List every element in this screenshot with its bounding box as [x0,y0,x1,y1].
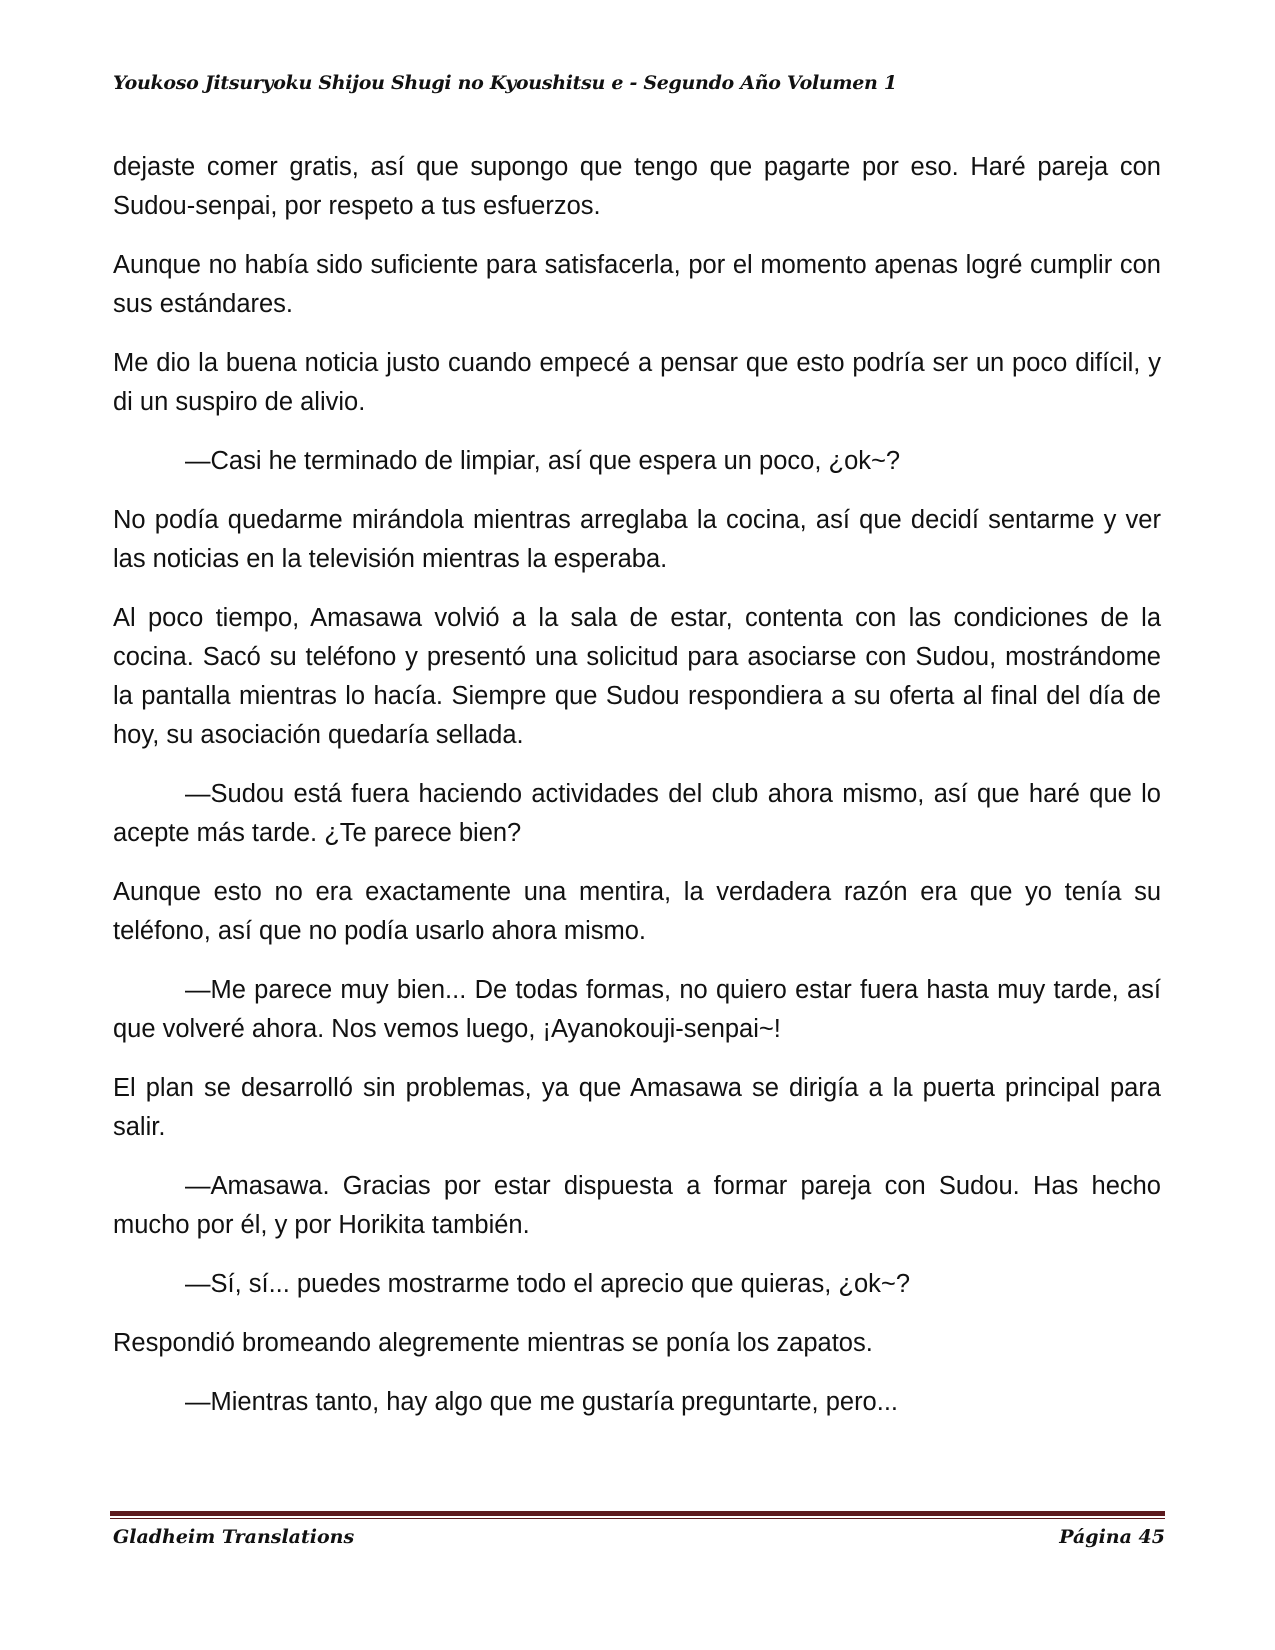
paragraph: El plan se desarrolló sin problemas, ya que Amasawa se dirigía a la puerta principal para salir. [113,1074,1161,1141]
page-header-title: Youkoso Jitsuryoku Shijou Shugi no Kyoushitsu e - Segundo Año Volumen 1 [113,72,897,94]
dialogue-paragraph: —Me parece muy bien... De todas formas, no quiero estar fuera hasta muy tarde, así que volveré ahora. Nos vemos luego, ¡Ayanokouji-senpai~! [113,976,1161,1043]
footer-translator-credit: Gladheim Translations [113,1526,355,1548]
dialogue-paragraph: —Casi he terminado de limpiar, así que espera un poco, ¿ok~? [185,447,901,475]
paragraph: Respondió bromeando alegremente mientras se ponía los zapatos. [113,1329,873,1357]
paragraph: Me dio la buena noticia justo cuando empecé a pensar que esto podría ser un poco difícil, y di un suspiro de alivio. [113,349,1161,416]
footer-divider-thick [110,1511,1165,1516]
body-text [113,148,1161,1442]
footer-divider [110,1511,1165,1519]
dialogue-paragraph: —Sí, sí... puedes mostrarme todo el aprecio que quieras, ¿ok~? [185,1270,910,1298]
paragraph: Al poco tiempo, Amasawa volvió a la sala de estar, contenta con las condiciones de la cocina. Sacó su teléfono y presentó una solicitud para asociarse con Sudou, mostrándome la pantalla mientras lo hacía. Siempre que Sudou respondiera a su oferta al final del día de hoy, su asociación quedaría sellada. [113,604,1161,749]
paragraph: Aunque no había sido suficiente para satisfacerla, por el momento apenas logré cumplir con sus estándares. [113,251,1161,318]
dialogue-paragraph: —Amasawa. Gracias por estar dispuesta a formar pareja con Sudou. Has hecho mucho por él, y por Horikita también. [113,1172,1161,1239]
dialogue-paragraph: —Mientras tanto, hay algo que me gustaría preguntarte, pero... [185,1388,898,1416]
footer-divider-thin [110,1518,1165,1519]
paragraph: dejaste comer gratis, así que supongo que tengo que pagarte por eso. Haré pareja con Sudou-senpai, por respeto a tus esfuerzos. [113,153,1161,220]
dialogue-paragraph: —Sudou está fuera haciendo actividades del club ahora mismo, así que haré que lo acepte más tarde. ¿Te parece bien? [113,780,1161,847]
paragraph: Aunque esto no era exactamente una mentira, la verdadera razón era que yo tenía su teléfono, así que no podía usarlo ahora mismo. [113,878,1161,945]
footer-page-number: Página 45 [1059,1526,1165,1548]
paragraph: No podía quedarme mirándola mientras arreglaba la cocina, así que decidí sentarme y ver las noticias en la televisión mientras la esperaba. [113,506,1161,573]
